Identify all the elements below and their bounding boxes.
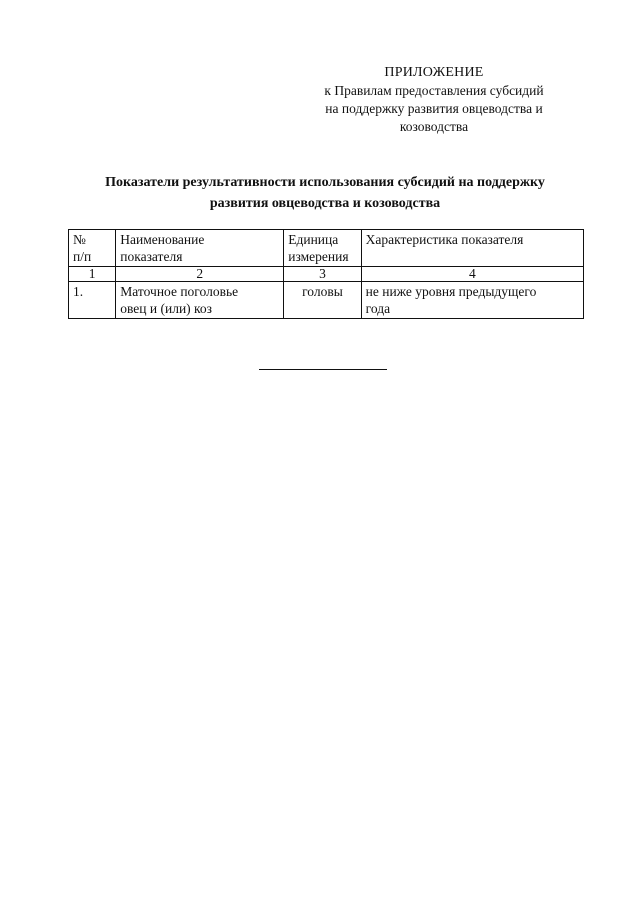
table-column-numbers-row xyxy=(69,267,584,282)
header-text: измерения xyxy=(288,249,349,264)
row-name-line: овец и (или) коз xyxy=(120,301,213,316)
row-characteristic-line: года xyxy=(365,301,391,316)
table-header-row xyxy=(69,230,584,267)
header-text: Наименование xyxy=(120,232,205,247)
row-unit: головы xyxy=(284,282,361,319)
document-title-line: Показатели результативности использования субсидий на поддержку xyxy=(105,175,545,190)
column-number: 2 xyxy=(116,267,284,282)
row-index: 1. xyxy=(69,282,116,319)
column-number: 4 xyxy=(361,267,583,282)
appendix-block xyxy=(300,64,568,136)
row-name xyxy=(116,282,284,319)
header-text: Единица xyxy=(288,232,339,247)
header-text: п/п xyxy=(73,249,92,264)
header-text: показателя xyxy=(120,249,183,264)
header-cell-number xyxy=(69,230,116,267)
table-row xyxy=(69,282,584,319)
indicators-table xyxy=(68,229,584,319)
column-number: 1 xyxy=(69,267,116,282)
appendix-line: козоводства xyxy=(399,119,469,134)
appendix-line: к Правилам предоставления субсидий xyxy=(324,83,544,98)
row-characteristic xyxy=(361,282,583,319)
header-text: Характеристика показателя xyxy=(365,232,524,247)
appendix-heading: ПРИЛОЖЕНИЕ xyxy=(384,65,484,80)
row-characteristic-line: не ниже уровня предыдущего xyxy=(365,284,537,299)
header-text: № xyxy=(73,232,86,247)
document-title xyxy=(60,172,590,214)
header-cell-unit xyxy=(284,230,361,267)
header-cell-name xyxy=(116,230,284,267)
appendix-line: на поддержку развития овцеводства и xyxy=(325,101,543,116)
document-title-line: развития овцеводства и козоводства xyxy=(209,196,441,211)
closing-separator-line xyxy=(259,369,387,370)
header-cell-characteristic xyxy=(361,230,583,267)
column-number: 3 xyxy=(284,267,361,282)
row-name-line: Маточное поголовье xyxy=(120,284,239,299)
